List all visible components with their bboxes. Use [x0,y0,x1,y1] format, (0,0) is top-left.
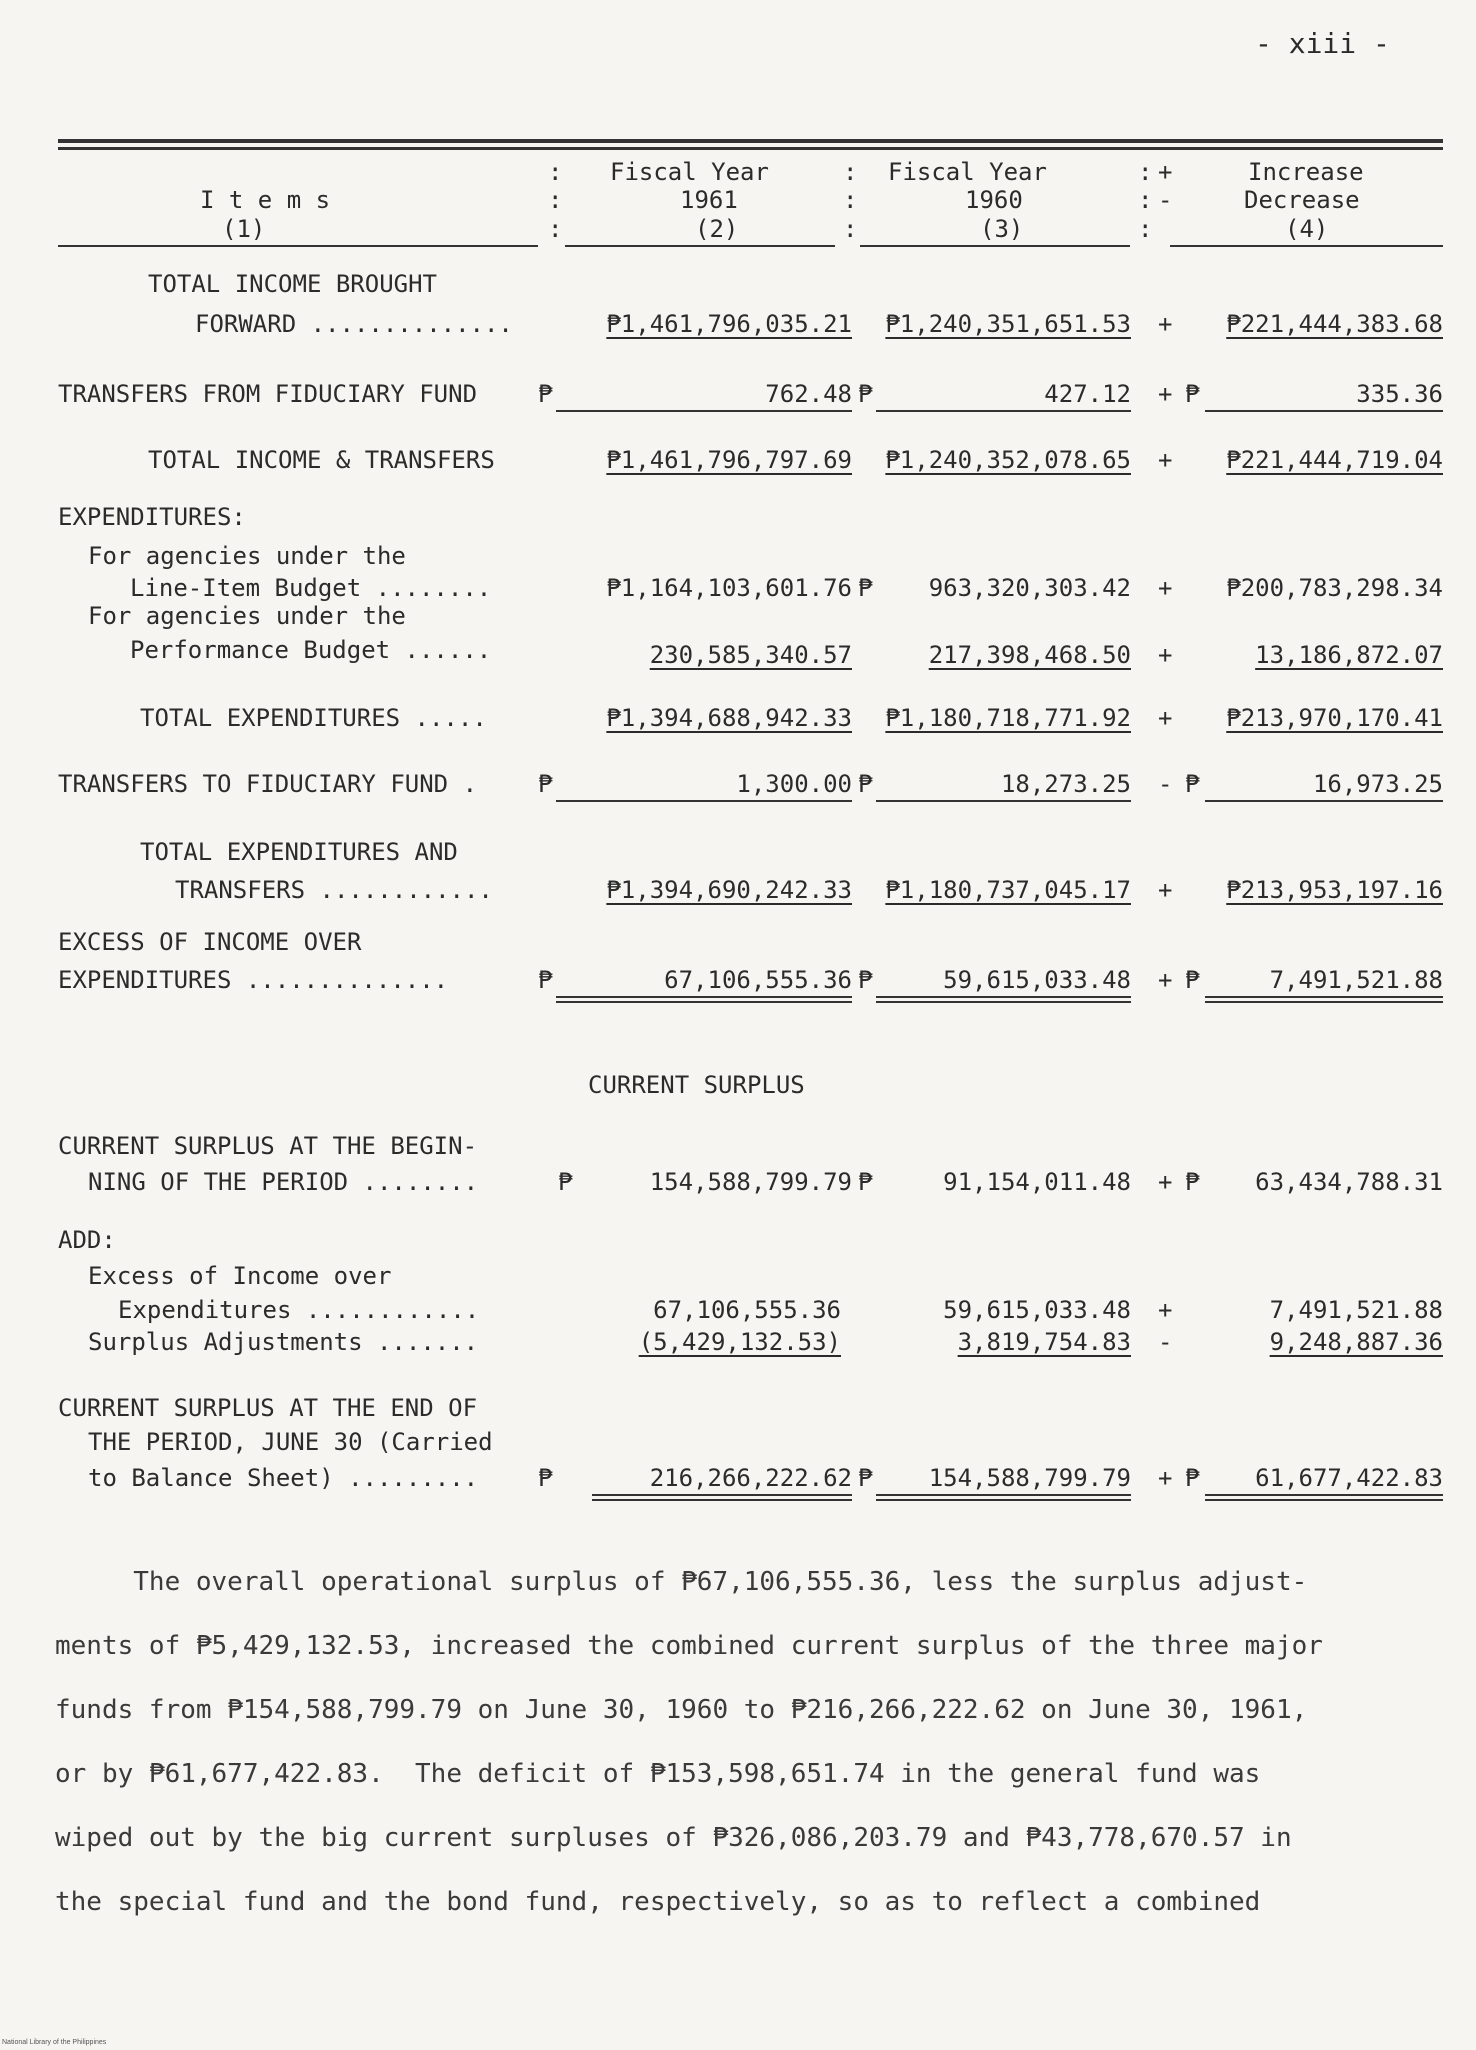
paragraph-line: The overall operational surplus of ₱67,106,555.36, less the surplus adjust- [55,1567,1308,1597]
double-underline [876,1499,1131,1501]
row-label: For agencies under the [88,542,406,570]
value-change: ₱200,783,298.34 [1226,574,1443,602]
row-label: EXPENDITURES .............. [58,966,449,994]
change-sign: + [1158,876,1173,904]
value-change: 335.36 [1356,380,1443,408]
currency-1960: ₱ [858,1464,873,1492]
change-sign: + [1158,446,1173,474]
value-change: 13,186,872.07 [1255,641,1443,669]
value-1960: 3,819,754.83 [957,1328,1131,1356]
row-label: TOTAL INCOME & TRANSFERS [148,446,495,474]
value-1961: ₱1,164,103,601.76 [606,574,852,602]
double-underline [1205,996,1443,998]
paragraph-line: ments of ₱5,429,132.53, increased the combined current surplus of the three major [55,1631,1323,1661]
currency-1960: ₱ [858,966,873,994]
col-separator: : [548,158,563,186]
row-label: Expenditures ............ [118,1296,480,1324]
row-label: THE PERIOD, JUNE 30 (Carried [88,1428,493,1456]
col-separator: : [843,186,858,214]
underline [876,800,1131,802]
value-1960: ₱1,240,352,078.65 [885,446,1131,474]
currency-1961: ₱ [538,966,553,994]
double-underline [556,1001,852,1003]
value-1960: 217,398,468.50 [928,641,1131,669]
paragraph-line: wiped out by the big current surpluses of ₱326,086,203.79 and ₱43,778,670.57 in [55,1823,1292,1853]
paragraph-line: funds from ₱154,588,799.79 on June 30, 1960 to ₱216,266,222.62 on June 30, 1961, [55,1695,1308,1725]
currency-change: ₱ [1185,1168,1200,1196]
col-sign-plus: + [1158,158,1173,186]
section-heading: ADD: [58,1226,116,1254]
header-top-rule-2 [58,147,1443,150]
row-label: FORWARD .............. [195,310,513,338]
currency-1960: ₱ [858,770,873,798]
value-1961: 216,266,222.62 [649,1464,852,1492]
col-1961-title: Fiscal Year [610,158,769,186]
col-1961-year: 1961 [680,186,738,214]
double-underline [876,996,1131,998]
col-separator: : [843,158,858,186]
row-label: Performance Budget ...... [130,636,492,664]
col-1961-number: (2) [695,215,739,243]
header-bottom-rule [565,245,835,247]
change-sign: + [1158,574,1173,602]
value-1961: (5,429,132.53) [638,1328,841,1356]
underline [876,410,1131,412]
value-change: ₱221,444,383.68 [1226,310,1443,338]
double-underline [1205,1001,1443,1003]
value-1961: 154,588,799.79 [649,1168,852,1196]
value-change: 7,491,521.88 [1269,1296,1443,1324]
double-underline [556,996,852,998]
col-separator: : [1138,158,1153,186]
change-sign: + [1158,1464,1173,1492]
value-1960: 427.12 [1044,380,1131,408]
row-label: TOTAL EXPENDITURES ..... [140,704,487,732]
change-sign: + [1158,966,1173,994]
double-underline [1205,1499,1443,1501]
paragraph-line: or by ₱61,677,422.83. The deficit of ₱153,598,651.74 in the general fund was [55,1759,1261,1789]
currency-1961: ₱ [538,1464,553,1492]
value-change: 9,248,887.36 [1269,1328,1443,1356]
currency-change: ₱ [1185,380,1200,408]
underline [556,800,852,802]
row-label: For agencies under the [88,602,406,630]
value-1960: 59,615,033.48 [943,966,1131,994]
value-1960: ₱1,240,351,651.53 [885,310,1131,338]
value-1960: 963,320,303.42 [928,574,1131,602]
col-change-decrease: Decrease [1244,186,1360,214]
underline [1205,800,1443,802]
change-sign: - [1158,770,1173,798]
row-label: to Balance Sheet) ......... [88,1464,479,1492]
header-top-rule-1 [58,139,1443,143]
col-1960-number: (3) [980,215,1024,243]
header-bottom-rule [1170,245,1443,247]
value-change: 16,973.25 [1312,770,1443,798]
value-1961: ₱1,394,688,942.33 [606,704,852,732]
row-label: Line-Item Budget ........ [130,574,492,602]
currency-change: ₱ [1185,770,1200,798]
value-1960: 18,273.25 [1000,770,1131,798]
value-1960: 154,588,799.79 [928,1464,1131,1492]
library-footer: National Library of the Philippines [2,2039,107,2046]
double-underline [1205,1494,1443,1496]
double-underline [876,1494,1131,1496]
row-label: CURRENT SURPLUS AT THE END OF [58,1394,478,1422]
double-underline [592,1494,852,1496]
header-bottom-rule [58,245,538,247]
currency-1961: ₱ [538,380,553,408]
value-change: 7,491,521.88 [1269,966,1443,994]
value-change: ₱221,444,719.04 [1226,446,1443,474]
change-sign: + [1158,1168,1173,1196]
value-1960: ₱1,180,737,045.17 [885,876,1131,904]
value-1961: 67,106,555.36 [664,966,852,994]
double-underline [876,1001,1131,1003]
col-change-increase: Increase [1248,158,1364,186]
underline [556,410,852,412]
change-sign: + [1158,380,1173,408]
value-1961: 1,300.00 [736,770,852,798]
col-separator: : [1138,186,1153,214]
value-change: ₱213,953,197.16 [1226,876,1443,904]
value-1961: 67,106,555.36 [653,1296,841,1324]
section-heading: CURRENT SURPLUS [588,1071,805,1099]
col-separator: : [548,186,563,214]
value-1961: ₱1,461,796,035.21 [606,310,852,338]
row-label: TRANSFERS ............ [175,876,493,904]
col-sign-minus: - [1158,186,1173,214]
currency-1960: ₱ [858,1168,873,1196]
col-separator: : [1138,215,1153,243]
value-1960: 59,615,033.48 [943,1296,1131,1324]
value-change: ₱213,970,170.41 [1226,704,1443,732]
col-separator: : [548,215,563,243]
row-label: TRANSFERS TO FIDUCIARY FUND . [58,770,478,798]
col-separator: : [843,215,858,243]
row-label: NING OF THE PERIOD ........ [88,1168,479,1196]
change-sign: + [1158,641,1173,669]
change-sign: + [1158,1296,1173,1324]
value-1961: ₱1,394,690,242.33 [606,876,852,904]
row-label: TOTAL EXPENDITURES AND [140,838,458,866]
narrative-paragraph [55,1550,1415,1934]
row-label: TRANSFERS FROM FIDUCIARY FUND [58,380,478,408]
col-items-title: I t e m s [200,186,331,214]
col-items-number: (1) [222,215,266,243]
value-1960: ₱1,180,718,771.92 [885,704,1131,732]
change-sign: - [1158,1328,1173,1356]
value-change: 61,677,422.83 [1255,1464,1443,1492]
value-1961: ₱1,461,796,797.69 [606,446,852,474]
change-sign: + [1158,704,1173,732]
section-heading: EXPENDITURES: [58,503,246,531]
change-sign: + [1158,310,1173,338]
value-1961: 762.48 [765,380,852,408]
value-1961: 230,585,340.57 [649,641,852,669]
header-bottom-rule [860,245,1130,247]
currency-1961: ₱ [538,770,553,798]
paragraph-line: the special fund and the bond fund, respectively, so as to reflect a combined [55,1887,1261,1917]
double-underline [592,1499,852,1501]
currency-1960: ₱ [858,574,873,602]
value-1960: 91,154,011.48 [943,1168,1131,1196]
col-change-number: (4) [1285,215,1329,243]
row-label: CURRENT SURPLUS AT THE BEGIN- [58,1132,478,1160]
col-1960-title: Fiscal Year [888,158,1047,186]
page-number: - xiii - [1255,27,1390,60]
col-1960-year: 1960 [965,186,1023,214]
currency-1961: ₱ [558,1168,573,1196]
row-label: Excess of Income over [88,1262,392,1290]
row-label: Surplus Adjustments ....... [88,1328,479,1356]
currency-change: ₱ [1185,966,1200,994]
row-label: EXCESS OF INCOME OVER [58,928,362,956]
underline [1205,410,1443,412]
currency-change: ₱ [1185,1464,1200,1492]
currency-1960: ₱ [858,380,873,408]
value-change: 63,434,788.31 [1255,1168,1443,1196]
row-label: TOTAL INCOME BROUGHT [148,270,437,298]
